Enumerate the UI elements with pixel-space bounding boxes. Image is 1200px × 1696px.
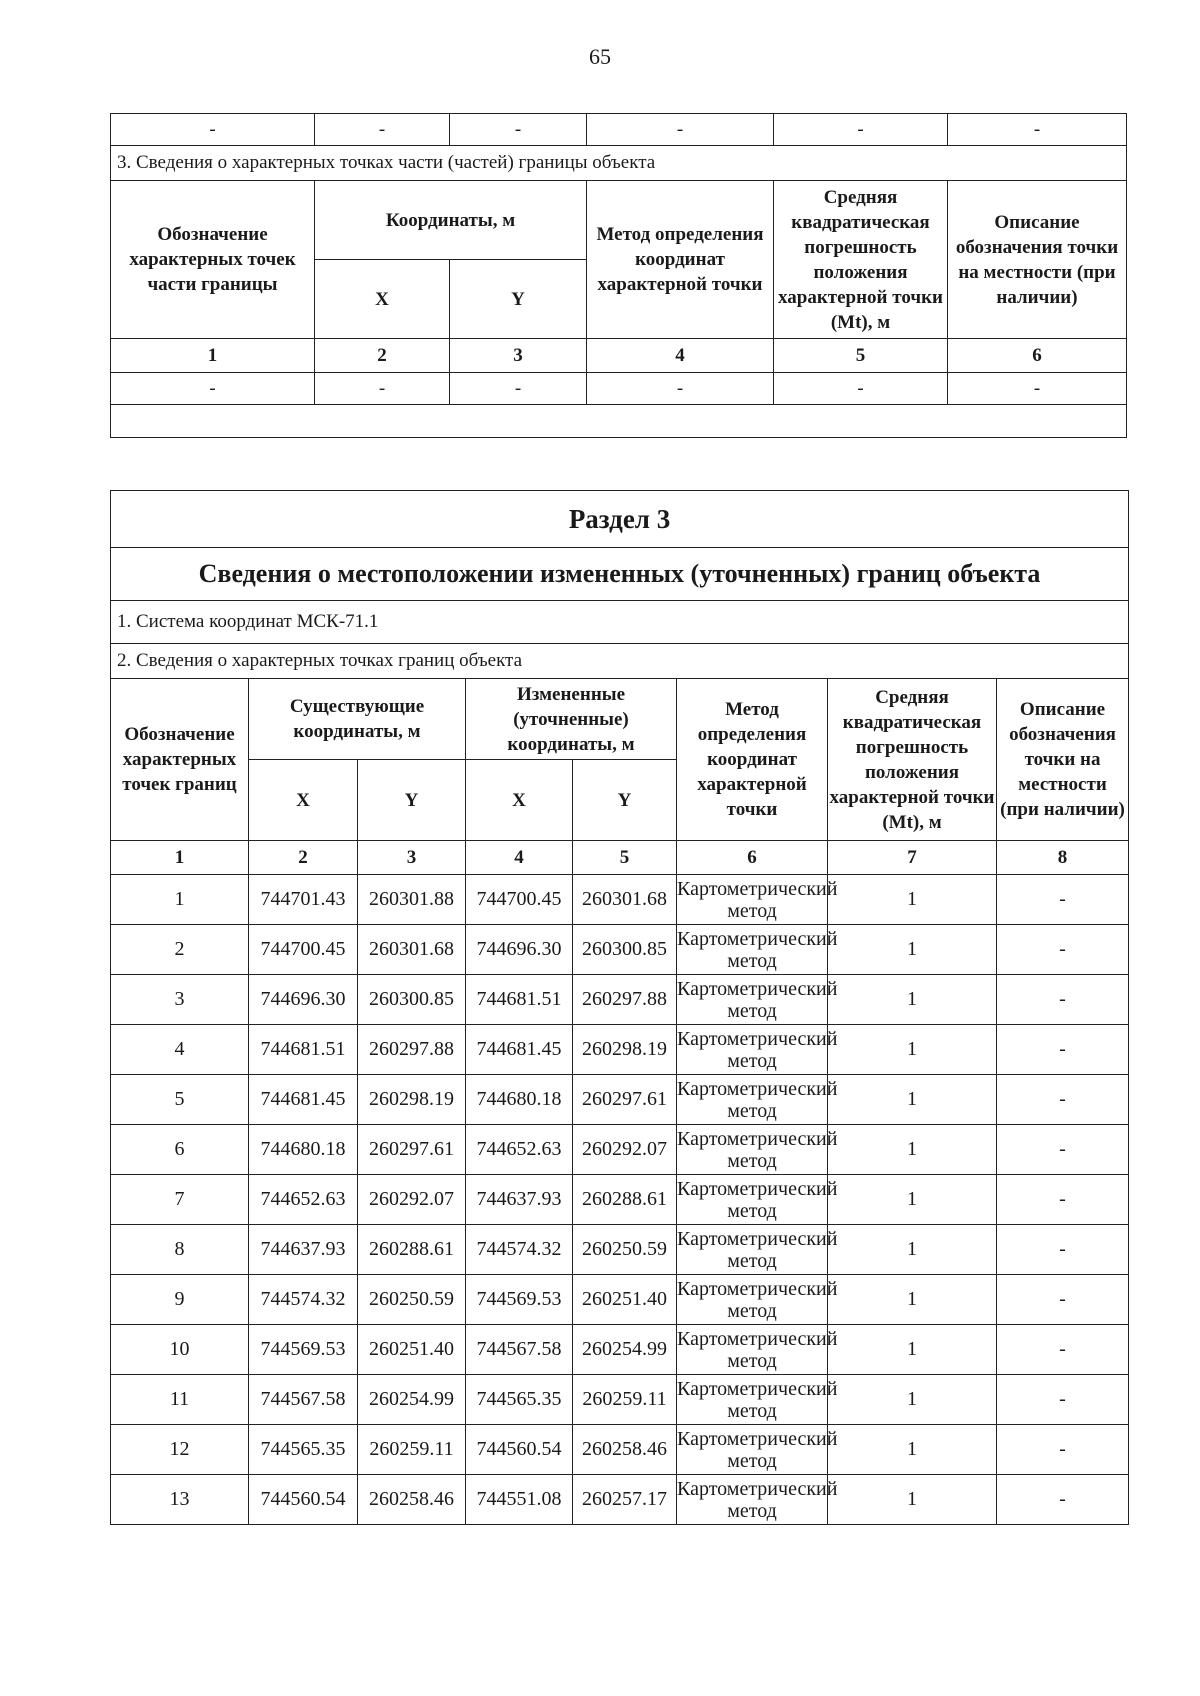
point-number-cell: 2 — [111, 925, 249, 975]
existing-y-cell: 260258.46 — [358, 1475, 466, 1525]
existing-y-cell: 260251.40 — [358, 1325, 466, 1375]
existing-y-cell: 260292.07 — [358, 1175, 466, 1225]
point-number-cell: 1 — [111, 875, 249, 925]
existing-y-cell: 260298.19 — [358, 1075, 466, 1125]
table-row — [111, 1325, 1129, 1375]
header-x-existing: X — [249, 760, 358, 841]
error-cell: 1 — [828, 975, 997, 1025]
table-cell: - — [587, 114, 774, 146]
column-number: 2 — [249, 841, 358, 875]
error-cell: 1 — [828, 1075, 997, 1125]
header-error: Средняя квадратическая погрешность положения характерной точки (Mt), м — [774, 181, 948, 339]
description-cell: - — [997, 1125, 1129, 1175]
error-cell: 1 — [828, 1225, 997, 1275]
table-row — [111, 1425, 1129, 1475]
header-method: Метод определения координат характерной точки — [677, 679, 828, 841]
existing-x-cell: 744637.93 — [249, 1225, 358, 1275]
method-cell: Картометрический метод — [677, 1175, 828, 1225]
header-error: Средняя квадратическая погрешность положения характерной точки (Mt), м — [828, 679, 997, 841]
changed-y-cell: 260300.85 — [573, 925, 677, 975]
coordinate-system: 1. Система координат МСК-71.1 — [111, 601, 1129, 644]
points-caption: 2. Сведения о характерных точках границ объекта — [111, 644, 1129, 679]
page-number: 65 — [589, 44, 611, 69]
description-cell: - — [997, 1075, 1129, 1125]
changed-x-cell: 744700.45 — [466, 875, 573, 925]
column-number: 1 — [111, 339, 315, 373]
column-number: 1 — [111, 841, 249, 875]
description-cell: - — [997, 1375, 1129, 1425]
error-cell: 1 — [828, 1025, 997, 1075]
changed-y-cell: 260258.46 — [573, 1425, 677, 1475]
header-point-designation: Обозначение характерных точек границ — [111, 679, 249, 841]
column-number: 3 — [450, 339, 587, 373]
point-number-cell: 6 — [111, 1125, 249, 1175]
header-changed-coordinates: Измененные (уточненные) координаты, м — [466, 679, 677, 760]
table-cell: - — [774, 373, 948, 405]
description-cell: - — [997, 1475, 1129, 1525]
method-cell: Картометрический метод — [677, 1375, 828, 1425]
header-point-designation: Обозначение характерных точек части границы — [111, 181, 315, 339]
changed-y-cell: 260250.59 — [573, 1225, 677, 1275]
section-title: Раздел 3 — [111, 491, 1129, 548]
changed-x-cell: 744574.32 — [466, 1225, 573, 1275]
table-row — [111, 1025, 1129, 1075]
point-number-cell: 12 — [111, 1425, 249, 1475]
changed-x-cell: 744681.51 — [466, 975, 573, 1025]
point-number-cell: 3 — [111, 975, 249, 1025]
description-cell: - — [997, 975, 1129, 1025]
point-number-cell: 4 — [111, 1025, 249, 1075]
changed-y-cell: 260254.99 — [573, 1325, 677, 1375]
header-description: Описание обозначения точки на местности (при наличии) — [948, 181, 1127, 339]
description-cell: - — [997, 1175, 1129, 1225]
table-row — [111, 1375, 1129, 1425]
description-cell: - — [997, 1275, 1129, 1325]
existing-x-cell: 744681.45 — [249, 1075, 358, 1125]
header-y-changed: Y — [573, 760, 677, 841]
column-number: 8 — [997, 841, 1129, 875]
existing-x-cell: 744565.35 — [249, 1425, 358, 1475]
changed-y-cell: 260301.68 — [573, 875, 677, 925]
table-cell: - — [111, 373, 315, 405]
error-cell: 1 — [828, 1375, 997, 1425]
point-number-cell: 10 — [111, 1325, 249, 1375]
header-y-existing: Y — [358, 760, 466, 841]
point-number-cell: 7 — [111, 1175, 249, 1225]
error-cell: 1 — [828, 1325, 997, 1375]
existing-y-cell: 260259.11 — [358, 1425, 466, 1475]
header-method: Метод определения координат характерной точки — [587, 181, 774, 339]
existing-y-cell: 260301.68 — [358, 925, 466, 975]
table-cell: - — [111, 114, 315, 146]
column-number: 7 — [828, 841, 997, 875]
changed-y-cell: 260288.61 — [573, 1175, 677, 1225]
table-row — [111, 114, 1127, 146]
table-row — [111, 1475, 1129, 1525]
table-row — [111, 1175, 1129, 1225]
column-number: 3 — [358, 841, 466, 875]
description-cell: - — [997, 1025, 1129, 1075]
changed-x-cell: 744681.45 — [466, 1025, 573, 1075]
existing-x-cell: 744700.45 — [249, 925, 358, 975]
table-row — [111, 1275, 1129, 1325]
changed-x-cell: 744567.58 — [466, 1325, 573, 1375]
existing-y-cell: 260300.85 — [358, 975, 466, 1025]
changed-x-cell: 744551.08 — [466, 1475, 573, 1525]
method-cell: Картометрический метод — [677, 925, 828, 975]
method-cell: Картометрический метод — [677, 1475, 828, 1525]
table-cell: - — [948, 373, 1127, 405]
existing-x-cell: 744680.18 — [249, 1125, 358, 1175]
table-cell: - — [450, 373, 587, 405]
error-cell: 1 — [828, 1425, 997, 1475]
changed-x-cell: 744696.30 — [466, 925, 573, 975]
table-row — [111, 975, 1129, 1025]
changed-x-cell: 744560.54 — [466, 1425, 573, 1475]
existing-x-cell: 744569.53 — [249, 1325, 358, 1375]
empty-row — [111, 405, 1127, 438]
method-cell: Картометрический метод — [677, 1075, 828, 1125]
table-row — [111, 373, 1127, 405]
table-row — [111, 1225, 1129, 1275]
table-row — [111, 925, 1129, 975]
method-cell: Картометрический метод — [677, 1425, 828, 1475]
header-description: Описание обозначения точки на местности (при наличии) — [997, 679, 1129, 841]
section3-table — [110, 490, 1129, 1525]
part-points-caption: 3. Сведения о характерных точках части (частей) границы объекта — [111, 146, 1127, 181]
table-cell: - — [587, 373, 774, 405]
table-cell: - — [315, 114, 450, 146]
changed-y-cell: 260251.40 — [573, 1275, 677, 1325]
column-number: 6 — [677, 841, 828, 875]
changed-y-cell: 260292.07 — [573, 1125, 677, 1175]
existing-y-cell: 260250.59 — [358, 1275, 466, 1325]
existing-x-cell: 744560.54 — [249, 1475, 358, 1525]
existing-x-cell: 744696.30 — [249, 975, 358, 1025]
table-row — [111, 875, 1129, 925]
method-cell: Картометрический метод — [677, 875, 828, 925]
error-cell: 1 — [828, 1275, 997, 1325]
table-cell: - — [450, 114, 587, 146]
table-cell: - — [948, 114, 1127, 146]
point-number-cell: 5 — [111, 1075, 249, 1125]
column-number: 4 — [587, 339, 774, 373]
method-cell: Картометрический метод — [677, 1125, 828, 1175]
method-cell: Картометрический метод — [677, 1225, 828, 1275]
changed-y-cell: 260298.19 — [573, 1025, 677, 1075]
table-row — [111, 1125, 1129, 1175]
description-cell: - — [997, 925, 1129, 975]
table-cell: - — [774, 114, 948, 146]
changed-x-cell: 744652.63 — [466, 1125, 573, 1175]
existing-y-cell: 260297.61 — [358, 1125, 466, 1175]
error-cell: 1 — [828, 1175, 997, 1225]
method-cell: Картометрический метод — [677, 1025, 828, 1075]
point-number-cell: 9 — [111, 1275, 249, 1325]
point-number-cell: 13 — [111, 1475, 249, 1525]
method-cell: Картометрический метод — [677, 1275, 828, 1325]
description-cell: - — [997, 875, 1129, 925]
changed-y-cell: 260297.88 — [573, 975, 677, 1025]
changed-x-cell: 744565.35 — [466, 1375, 573, 1425]
point-number-cell: 11 — [111, 1375, 249, 1425]
existing-y-cell: 260297.88 — [358, 1025, 466, 1075]
existing-x-cell: 744652.63 — [249, 1175, 358, 1225]
error-cell: 1 — [828, 925, 997, 975]
section-subtitle: Сведения о местоположении измененных (уточненных) границ объекта — [111, 548, 1129, 601]
existing-y-cell: 260301.88 — [358, 875, 466, 925]
error-cell: 1 — [828, 1125, 997, 1175]
existing-y-cell: 260288.61 — [358, 1225, 466, 1275]
column-number: 4 — [466, 841, 573, 875]
column-number: 5 — [774, 339, 948, 373]
method-cell: Картометрический метод — [677, 1325, 828, 1375]
changed-x-cell: 744569.53 — [466, 1275, 573, 1325]
existing-y-cell: 260254.99 — [358, 1375, 466, 1425]
header-x-changed: X — [466, 760, 573, 841]
point-number-cell: 8 — [111, 1225, 249, 1275]
column-number: 6 — [948, 339, 1127, 373]
description-cell: - — [997, 1425, 1129, 1475]
error-cell: 1 — [828, 1475, 997, 1525]
existing-x-cell: 744567.58 — [249, 1375, 358, 1425]
header-y: Y — [450, 260, 587, 339]
header-x: X — [315, 260, 450, 339]
table-cell: - — [315, 373, 450, 405]
points-table-body — [111, 875, 1129, 1525]
existing-x-cell: 744681.51 — [249, 1025, 358, 1075]
changed-y-cell: 260257.17 — [573, 1475, 677, 1525]
method-cell: Картометрический метод — [677, 975, 828, 1025]
changed-x-cell: 744637.93 — [466, 1175, 573, 1225]
part-boundary-table — [110, 113, 1127, 438]
table-row — [111, 1075, 1129, 1125]
existing-x-cell: 744574.32 — [249, 1275, 358, 1325]
header-coordinates: Координаты, м — [315, 181, 587, 260]
column-number: 2 — [315, 339, 450, 373]
column-number: 5 — [573, 841, 677, 875]
header-existing-coordinates: Существующие координаты, м — [249, 679, 466, 760]
existing-x-cell: 744701.43 — [249, 875, 358, 925]
changed-y-cell: 260297.61 — [573, 1075, 677, 1125]
error-cell: 1 — [828, 875, 997, 925]
description-cell: - — [997, 1325, 1129, 1375]
description-cell: - — [997, 1225, 1129, 1275]
changed-x-cell: 744680.18 — [466, 1075, 573, 1125]
changed-y-cell: 260259.11 — [573, 1375, 677, 1425]
